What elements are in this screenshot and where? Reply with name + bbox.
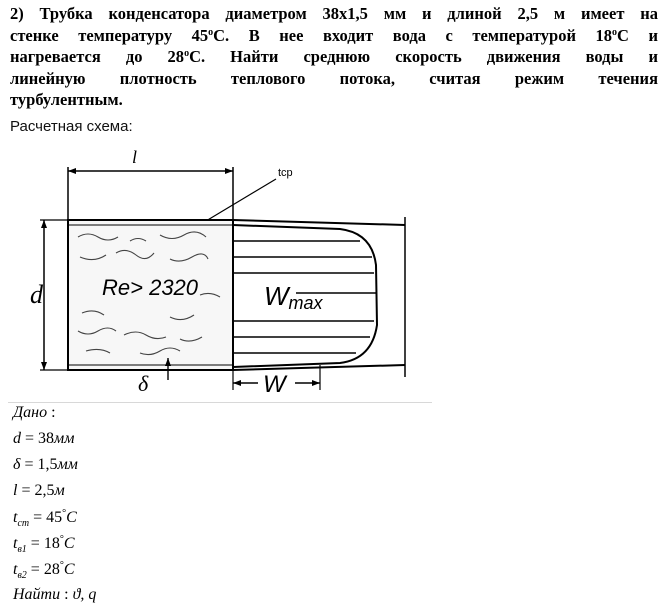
given-row-length: l = 2,5м	[13, 482, 65, 499]
mean-vel-arrow-left	[233, 380, 241, 386]
wmax-label: Wmax	[264, 281, 323, 313]
scheme-label: Расчетная схема:	[10, 118, 133, 135]
wall-temp-leader	[206, 179, 276, 221]
problem-line-2: стенке температуру 45$^o$С. В нее входит вода с температурой 18$^o$С и	[10, 25, 658, 45]
given-row-inlet-temp: $t_{в1} = 18^\circ C$	[13, 534, 75, 555]
thickness-label: δ	[138, 371, 149, 396]
diameter-arrow-top	[41, 220, 47, 228]
calculation-scheme-diagram	[20, 145, 430, 403]
problem-line-3: нагревается до 28$^o$С. Найти среднюю скорость движения воды и	[10, 47, 659, 66]
given-row-wall-temp: $t_{cm} = 45^\circ C$	[13, 508, 77, 529]
tube-flow-sketch	[20, 145, 430, 403]
problem-statement	[10, 3, 658, 111]
find-row: Найти : ϑ, q	[13, 586, 97, 603]
profile-top-line	[233, 220, 405, 225]
length-arrow-right	[225, 168, 233, 174]
diameter-label: d	[30, 280, 43, 309]
length-arrow-left	[68, 168, 76, 174]
mean-vel-arrow-right	[312, 380, 320, 386]
problem-line-5: турбулентным.	[10, 90, 123, 109]
diameter-arrow-bottom	[41, 362, 47, 370]
reynolds-label: Re> 2320	[102, 275, 199, 300]
given-title: Дано :	[13, 404, 56, 421]
mean-velocity-label: W	[263, 371, 286, 398]
section-divider	[8, 402, 432, 403]
length-label: l	[132, 147, 138, 167]
problem-line-1: 2) Трубка конденсатора диаметром 38х1,5 мм и длиной 2,5 м имеет на	[10, 4, 658, 23]
problem-line-4: линейную плотность теплового потока, считая режим течения	[10, 68, 658, 88]
given-row-diameter: d = 38мм	[13, 430, 75, 447]
wall-temp-label: tср	[278, 167, 293, 179]
given-row-outlet-temp: $t_{в2} = 28^\circ C$	[13, 560, 75, 581]
given-row-thickness: δ = 1,5мм	[13, 456, 78, 473]
